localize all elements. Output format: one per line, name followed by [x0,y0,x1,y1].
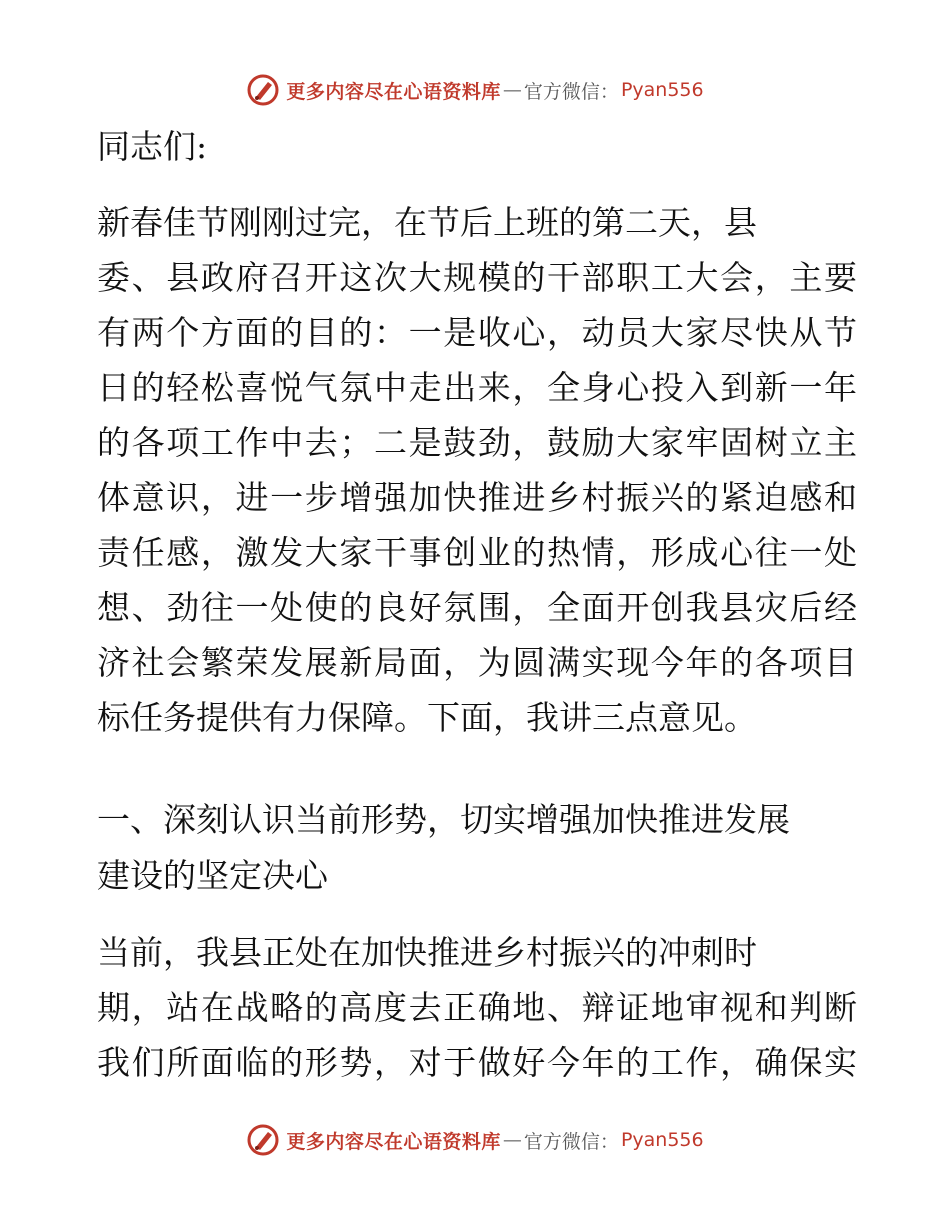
header-banner [0,70,950,110]
paragraph-line: 期，站在战略的高度去正确地、辩证地审视和判断 [97,988,857,1027]
pen-circle-logo-icon [246,1123,280,1157]
paragraph-line: 标任务提供有力保障。下面，我讲三点意见。 [97,698,757,737]
salutation: 同志们: [97,127,208,166]
paragraph-line: 的各项工作中去；二是鼓劲，鼓励大家牢固树立主 [97,423,857,462]
paragraph-line: 当前，我县正处在加快推进乡村振兴的冲刺时 [97,933,757,972]
banner-wechat-id: Pyan556 [620,1129,704,1151]
paragraph-line: 我们所面临的形势，对于做好今年的工作，确保实 [97,1043,857,1082]
banner-main-text: 更多内容尽在心语资料库 [286,1130,501,1153]
pen-circle-logo-icon [246,73,280,107]
banner-dash: — [502,1129,522,1151]
paragraph-line: 日的轻松喜悦气氛中走出来，全身心投入到新一年 [97,368,857,407]
banner-sub-text: 官方微信： [523,80,619,103]
paragraph-line: 体意识，进一步增强加快推进乡村振兴的紧迫感和 [97,478,857,517]
footer-banner [0,1120,950,1160]
paragraph-line: 责任感，激发大家干事创业的热情，形成心往一处 [97,533,857,572]
banner-main-text: 更多内容尽在心语资料库 [286,80,501,103]
section-heading-continued: 建设的坚定决心 [97,856,328,895]
banner-wechat-id: Pyan556 [620,79,704,101]
banner-sub-text: 官方微信： [523,1130,619,1153]
paragraph-line: 想、劲往一处使的良好氛围，全面开创我县灾后经 [97,588,857,627]
paragraph-line: 有两个方面的目的：一是收心，动员大家尽快从节 [97,313,857,352]
paragraph-line: 济社会繁荣发展新局面，为圆满实现今年的各项目 [97,643,857,682]
paragraph-line: 新春佳节刚刚过完，在节后上班的第二天，县 [97,203,757,242]
banner-dash: — [502,79,522,101]
paragraph-line: 委、县政府召开这次大规模的干部职工大会，主要 [97,258,857,297]
section-heading: 一、深刻认识当前形势，切实增强加快推进发展 [97,800,790,839]
